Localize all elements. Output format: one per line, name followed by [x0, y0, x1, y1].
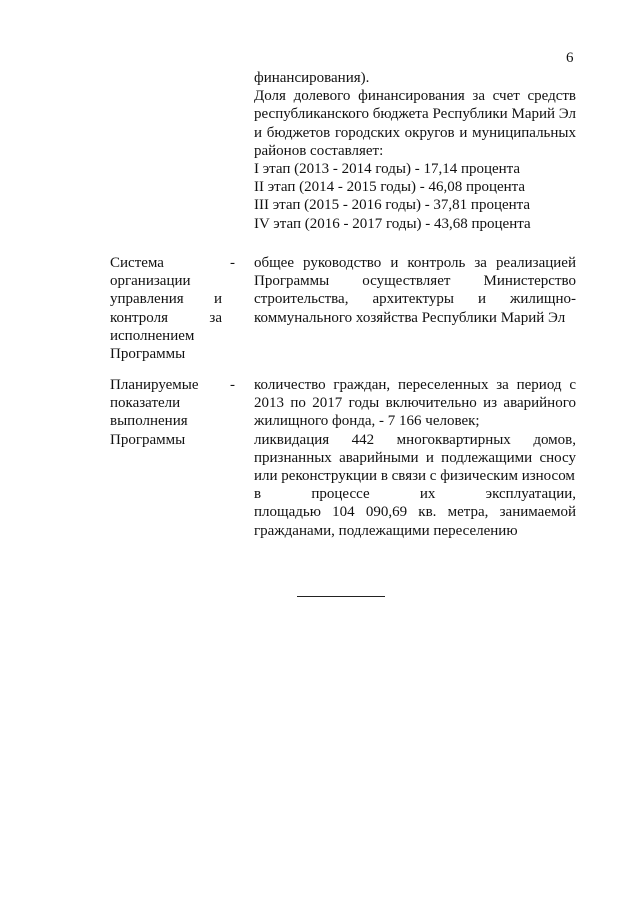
page-number: 6 [566, 50, 574, 66]
financing-share-paragraph: Доля долевого финансирования за счет средств республиканского бюджета Республики Марий Эл и бюджетов городских округов и муниципальных районов составляет: [254, 88, 576, 159]
stage-4-line: IV этап (2016 - 2017 годы) - 43,68 процента [254, 215, 531, 232]
management-label [110, 254, 222, 363]
financing-section [254, 69, 576, 233]
label-line: Планируемые [110, 377, 199, 393]
label-line: Система [110, 255, 164, 271]
stage-1-line: I этап (2013 - 2014 годы) - 17,14 процента [254, 161, 521, 178]
stage-2-line: II этап (2014 - 2015 годы) - 46,08 процента [254, 179, 526, 196]
closing-rule [297, 596, 385, 597]
label-word: управления [110, 291, 184, 308]
stage-3-line: III этап (2015 - 2016 годы) - 37,81 процента [254, 197, 531, 214]
label-word: контроля [110, 309, 168, 326]
label-line: Программы [110, 431, 186, 448]
line-word: эксплуатации, [485, 486, 576, 503]
line-word: процессе [311, 486, 370, 503]
label-line: выполнения [110, 413, 188, 430]
indicator-resettled-citizens: количество граждан, переселенных за период с 2013 по 2017 годы включительно из аварийного жилищного фонда, - 7 166 человек; [254, 377, 576, 430]
management-text: общее руководство и контроль за реализацией Программы осуществляет Министерство строительства, архитектуры и жилищно-коммунального хозяйства Республики Марий Эл [254, 255, 576, 326]
label-word: за [209, 309, 222, 326]
indicator-demolished-houses: ликвидация 442 многоквартирных домов, признанных аварийными и подлежащими сносу или реконструкции в связи с физическим износом [254, 431, 576, 485]
label-line [110, 290, 222, 308]
line-word: в [254, 486, 262, 503]
label-word: и [213, 291, 222, 308]
line-word: их [419, 486, 436, 503]
label-dash: - [230, 377, 235, 393]
label-line: исполнением [110, 327, 195, 344]
label-line: организации [110, 273, 191, 290]
indicator-justified-line [254, 485, 576, 503]
label-dash: - [230, 255, 235, 271]
indicator-area: площадью 104 090,69 кв. метра, занимаемой гражданами, подлежащими переселению [254, 504, 576, 539]
indicators-content [254, 376, 576, 540]
indicators-label [110, 376, 222, 449]
label-line: Программы [110, 346, 186, 363]
label-line: показатели [110, 395, 181, 412]
financing-continuation: финансирования). [254, 70, 370, 86]
management-content [254, 254, 576, 327]
label-line [110, 309, 222, 327]
